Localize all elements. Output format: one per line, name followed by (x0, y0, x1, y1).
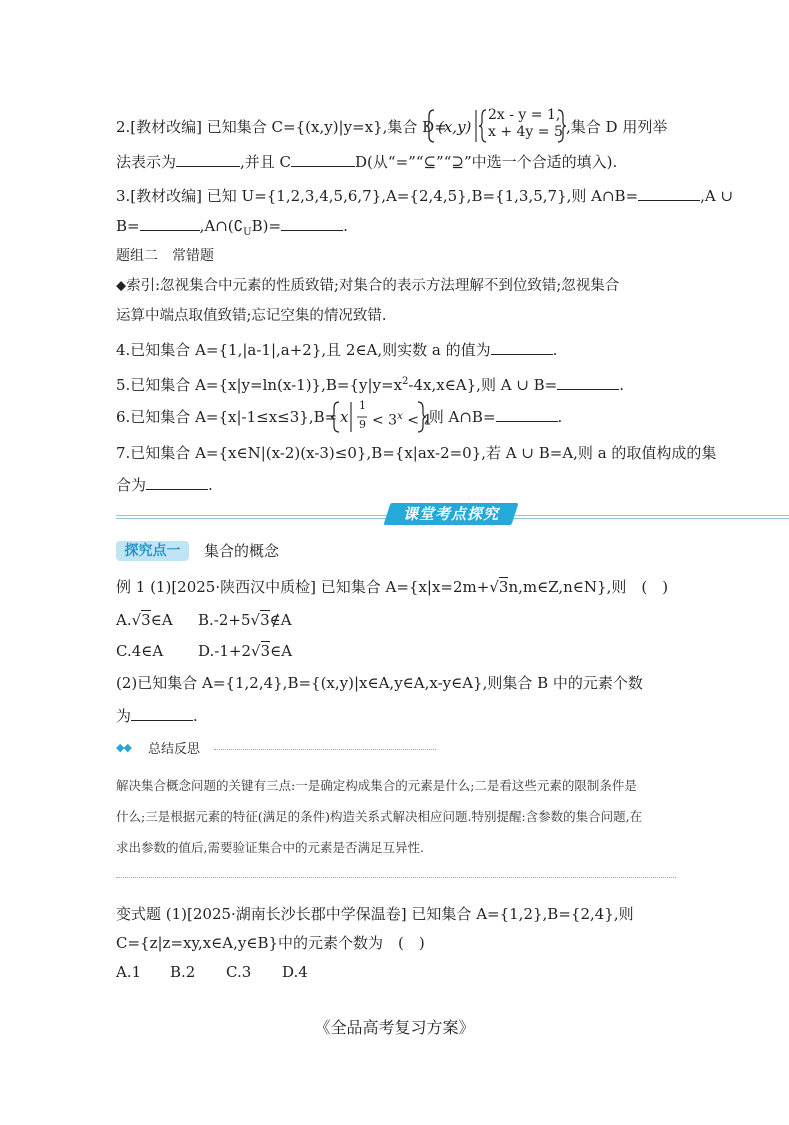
answer-blank[interactable] (291, 152, 355, 167)
summary-title: 总结反思 (148, 742, 201, 757)
q4 (116, 340, 557, 360)
q2-line2-a: 法表示为 (116, 153, 177, 171)
summary-line1: 解决集合概念问题的关键有三点:一是确定构成集合的元素是什么;二是看这些元素的限制条件是 (116, 778, 637, 793)
q4-text: 4.已知集合 A={1,|a-1|,a+2},且 2∈A,则实数 a 的值为 (116, 341, 491, 359)
q6-end: . (557, 408, 563, 426)
ex1-part2-line1: (2)已知集合 A={1,2,4},B={(x,y)|x∈A,y∈A,x-y∈A},则集合 B 中的元素个数 (116, 674, 643, 692)
group2-title: 题组二 常错题 (116, 248, 214, 264)
answer-blank[interactable] (491, 340, 553, 355)
q2-text-b: ,集合 D 用列举 (566, 118, 668, 136)
ex1-opt-d (198, 641, 292, 661)
answer-blank[interactable] (146, 475, 208, 490)
opt-d-rel: ∈A (270, 642, 293, 660)
q5-text-b: -4x,x∈A},则 A ∪ B= (408, 376, 558, 394)
tanjiu-title: 集合的概念 (204, 542, 280, 560)
q7-line2-text: 合为 (116, 476, 147, 494)
answer-blank[interactable] (140, 216, 200, 231)
page-footer: 《全品高考复习方案》 (314, 1018, 475, 1037)
q7-line2 (116, 475, 213, 495)
opt-a-rel: ∈A (150, 611, 173, 629)
opt-d-label: D.-1+2 (198, 642, 251, 660)
ex1-opt-b (198, 610, 292, 630)
diamond-icon: ◆◆ (116, 741, 131, 754)
ex1-line1 (116, 577, 668, 597)
q3-line2-end: . (343, 217, 348, 235)
q3-line1-text: 3.[教材改编] 已知 U={1,2,3,4,5,6,7},A={2,4,5},B={1,3,5,7},则 A∩B= (116, 187, 639, 205)
q6-tail (424, 407, 562, 427)
q6-ineq-left: < 3 (372, 412, 398, 429)
sqrt-arg: 3 (260, 642, 271, 660)
answer-blank[interactable] (281, 216, 343, 231)
q3-line2 (116, 216, 348, 243)
set-d-lhs: (x,y) (438, 118, 472, 136)
complement-subscript: U (243, 227, 252, 238)
opt-b-rel: ∉A (269, 611, 292, 629)
set-d-eq2: x + 4y = 5 (488, 124, 563, 140)
q3-line2-c: B)= (251, 217, 282, 235)
q5-end: . (619, 376, 625, 394)
index-line1: ⬥索引:忽视集合中元素的性质致错;对集合的表示方法理解不到位致错;忽视集合 (116, 278, 620, 294)
answer-blank[interactable] (131, 706, 193, 721)
q2-line2-b: ,并且 C (240, 153, 292, 171)
variant-opt-b: B.2 (170, 963, 196, 981)
tanjiu-label: 探究点一 (116, 541, 189, 561)
opt-a-label: A. (116, 611, 132, 629)
q3-line2-b: ,A∩(∁ (199, 217, 244, 235)
answer-blank[interactable] (176, 152, 240, 167)
q5 (116, 372, 624, 395)
set-d-eq1: 2x - y = 1, (488, 107, 561, 123)
variant-opt-a: A.1 (116, 963, 142, 981)
section-banner: 课堂考点探究 (402, 505, 499, 523)
ex1-opt-c: C.4∈A (116, 642, 164, 660)
q3-line1-end: ,A ∪ (700, 187, 734, 205)
summary-line3: 求出参数的值后,需要验证集合中的元素是否满足互异性. (116, 840, 424, 855)
q6-ineq-right: < 1 (407, 412, 433, 429)
sqrt-icon: √ (489, 578, 499, 596)
ex1-line1-a: 例 1 (1)[2025·陕西汉中质检] 已知集合 A={x|x=2m+ (116, 578, 490, 596)
q3-line2-a: B= (116, 217, 140, 235)
sqrt-arg: 3 (498, 578, 509, 596)
opt-b-label: B.-2+5 (198, 611, 251, 629)
summary-end-rule (116, 877, 676, 878)
answer-blank[interactable] (638, 186, 700, 201)
q2-line1 (116, 117, 447, 137)
answer-blank[interactable] (496, 407, 558, 422)
sqrt-arg: 3 (141, 611, 151, 629)
q3-line1 (116, 186, 733, 206)
index-line2: 运算中端点取值致错;忘记空集的情况致错. (116, 308, 387, 324)
q6-text-b: ,则 A∩B= (424, 408, 496, 426)
frac-den: 9 (359, 418, 366, 431)
answer-blank[interactable] (557, 375, 619, 390)
sqrt-icon: √ (250, 642, 261, 660)
variant-line1: 变式题 (1)[2025·湖南长沙长郡中学保温卷] 已知集合 A={1,2},B={2,4},则 (116, 905, 634, 923)
q2-text-a: 2.[教材改编] 已知集合 C={(x,y)|y=x},集合 D= (116, 118, 447, 136)
q2-line2 (116, 152, 617, 172)
summary-line2: 什么;三是根据元素的特征(满足的条件)构造关系式解决相应问题.特别提醒:含参数的集合问题,在 (116, 809, 643, 824)
q7-line1: 7.已知集合 A={x∈N|(x-2)(x-3)≤0},B={x|ax-2=0},若 A ∪ B=A,则 a 的取值构成的集 (116, 444, 717, 462)
summary-dotted-rule (214, 749, 436, 750)
ex1-part2-line2 (116, 706, 198, 726)
sqrt-icon: √ (250, 611, 261, 629)
q4-end: . (552, 341, 558, 359)
ex1-part2-end: . (193, 707, 198, 725)
q6-exponent: x (397, 411, 403, 422)
frac-num: 1 (359, 399, 366, 412)
q6-text-a: 6.已知集合 A={x|-1≤x≤3},B= (116, 408, 338, 426)
sqrt-arg: 3 (260, 611, 270, 629)
q2-line2-c: D(从“=”“⊆”“⊇”中选一个合适的填入). (355, 153, 618, 171)
variant-opt-d: D.4 (282, 963, 308, 981)
ex1-part2-text: 为 (116, 707, 132, 725)
sqrt-icon: √ (131, 611, 142, 629)
q5-text-a: 5.已知集合 A={x|y=ln(x-1)},B={y|y=x (116, 376, 403, 394)
q7-end: . (208, 476, 213, 494)
variant-line2: C={z|z=xy,x∈A,y∈B}中的元素个数为 ( ) (116, 934, 425, 952)
variant-opt-c: C.3 (226, 963, 252, 981)
ex1-line1-b: n,m∈Z,n∈N},则 ( ) (508, 578, 669, 596)
ex1-opt-a (116, 610, 173, 630)
q5-exponent: 2 (402, 376, 409, 387)
set-b-var: x (340, 408, 349, 426)
